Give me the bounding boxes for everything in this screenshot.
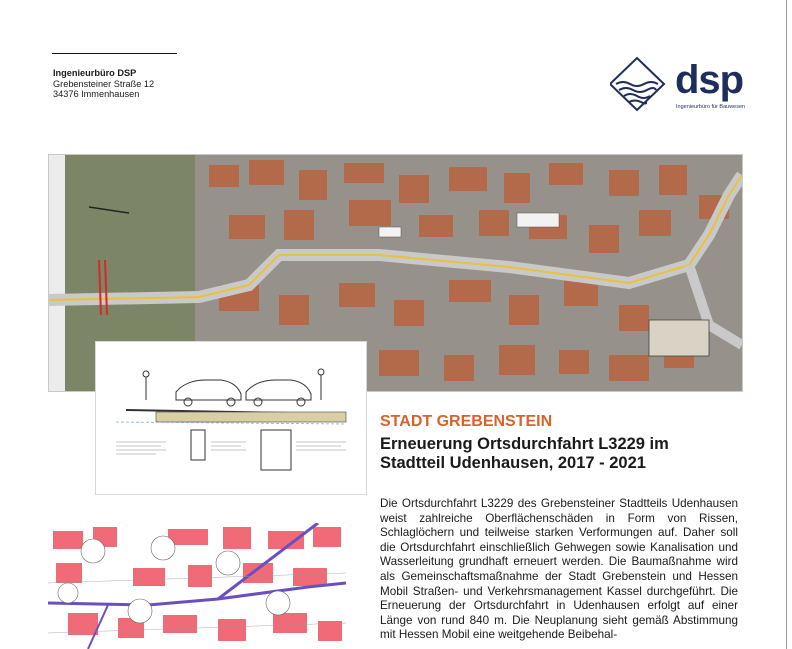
company-name: Ingenieurbüro DSP <box>53 68 137 78</box>
cross-section-drawing <box>95 341 367 495</box>
cross-section-graphic <box>96 342 366 494</box>
project-title-line-1: Erneuerung Ortsdurchfahrt L3229 im <box>380 435 669 453</box>
company-street: Grebensteiner Straße 12 <box>53 78 155 89</box>
project-title-line-2: Stadtteil Udenhausen, 2017 - 2021 <box>380 454 646 472</box>
page-edge-line <box>786 0 787 649</box>
logo-word: dsp <box>675 58 744 102</box>
company-city: 34376 Immenhausen <box>53 89 140 99</box>
project-title <box>380 435 740 473</box>
header-rule <box>52 53 177 54</box>
project-city: STADT GREBENSTEIN <box>380 413 553 430</box>
site-plan-graphic <box>48 523 346 649</box>
logo-tagline: Ingenieurbüro für Bauwesen <box>676 104 746 110</box>
site-plan-drawing <box>48 523 346 649</box>
project-description: Die Ortsdurchfahrt L3229 des Grebensteiner Stadtteils Udenhausen weist zahlreiche Oberflächenschäden in Form von Rissen, Schlaglöchern und teilweise starken Verformungen auf. Daher soll die Ortsdurchfahrt einschließlich Gehwegen sowie Kanalisation und Wasserleitung grundhaft erneuert werden. Die Baumaßnahme wird als Gemeinschaftsmaßnahme der Stadt Grebenstein und Hessen Mobil Straßen- und Verkehrsmanagement Kassel durchgeführt. Die Erneuerung der Ortsdurchfahrt in Udenhausen erfolgt auf einer Länge von rund 840 m. Die Neuplanung sieht gemäß Abstimmung mit Hessen Mobil eine weitgehende Beibehal- <box>380 497 738 642</box>
company-address <box>53 68 154 100</box>
